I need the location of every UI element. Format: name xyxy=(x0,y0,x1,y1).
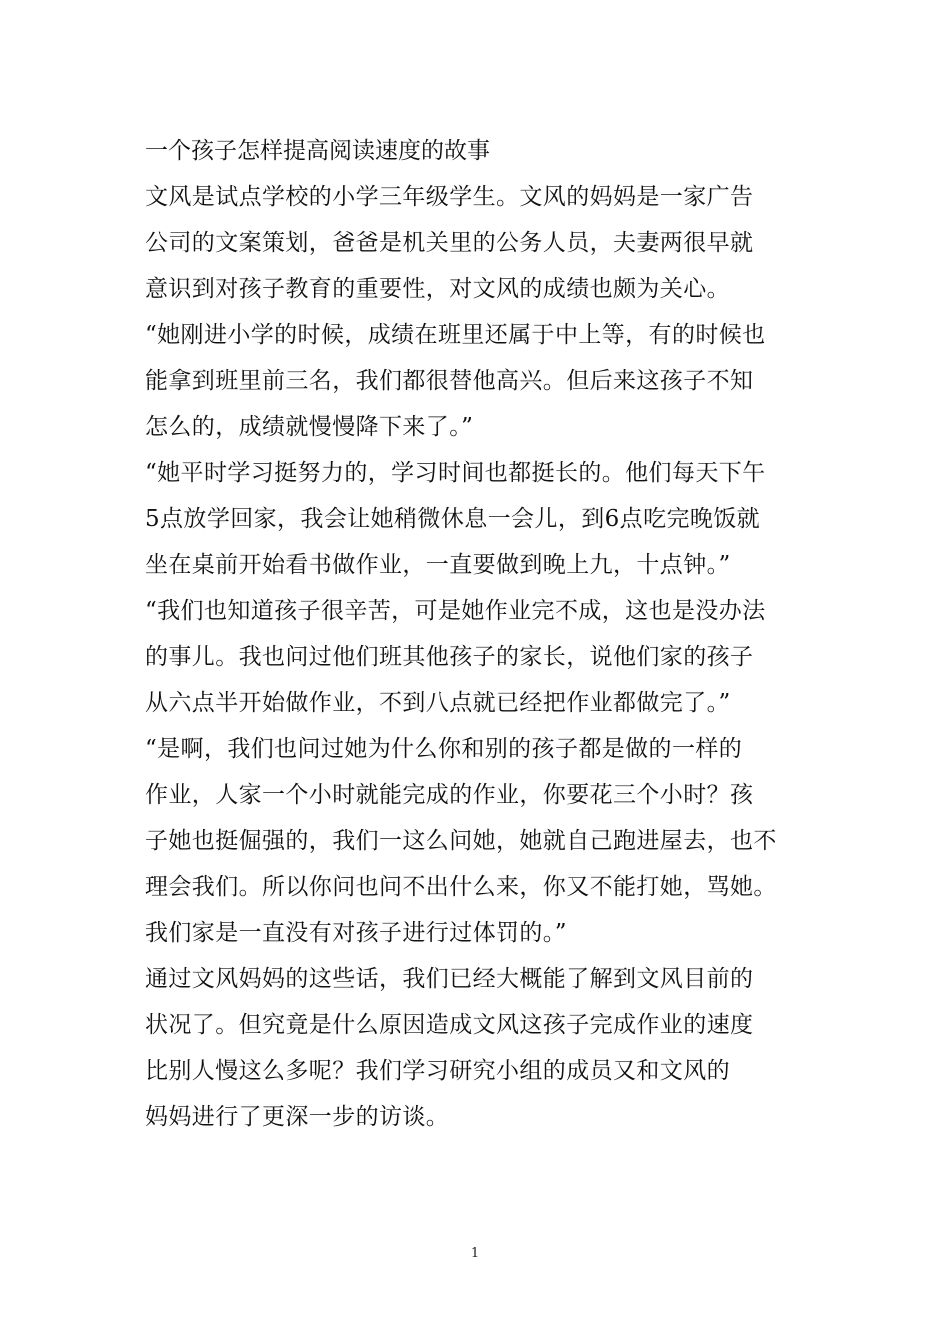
text-line: 子她也挺倔强的，我们一这么问她，她就自己跑进屋去，也不 xyxy=(145,828,777,854)
text-line: “是啊，我们也问过她为什么你和别的孩子都是做的一样的 xyxy=(145,736,743,762)
page-number: 1 xyxy=(470,1246,480,1261)
text-line: 怎么的，成绩就慢慢降下来了。” xyxy=(145,414,474,440)
text-line: 5点放学回家，我会让她稍微休息一会儿，到6点吃完晚饭就 xyxy=(145,506,761,532)
document-title: 一个孩子怎样提高阅读速度的故事 xyxy=(145,138,490,164)
text-line: “我们也知道孩子很辛苦，可是她作业完不成，这也是没办法 xyxy=(145,598,766,624)
text-line: 妈妈进行了更深一步的访谈。 xyxy=(145,1104,450,1130)
text-line: 通过文风妈妈的这些话，我们已经大概能了解到文风目前的 xyxy=(145,966,754,992)
text-line: “她刚进小学的时候，成绩在班里还属于中上等，有的时候也 xyxy=(145,322,766,348)
text-line: 理会我们。所以你问也问不出什么来，你又不能打她，骂她。 xyxy=(145,874,777,900)
text-line: 作业，人家一个小时就能完成的作业，你要花三个小时？孩 xyxy=(145,782,754,808)
text-line: 文风是试点学校的小学三年级学生。文风的妈妈是一家广告 xyxy=(145,184,754,210)
text-line: “她平时学习挺努力的，学习时间也都挺长的。他们每天下午 xyxy=(145,460,766,486)
text-line: 的事儿。我也问过他们班其他孩子的家长，说他们家的孩子 xyxy=(145,644,754,670)
text-line: 状况了。但究竟是什么原因造成文风这孩子完成作业的速度 xyxy=(145,1012,754,1038)
text-line: 我们家是一直没有对孩子进行过体罚的。” xyxy=(145,920,567,946)
text-line: 从六点半开始做作业，不到八点就已经把作业都做完了。” xyxy=(145,690,731,716)
text-line: 公司的文案策划，爸爸是机关里的公务人员，夫妻两很早就 xyxy=(145,230,754,256)
text-line: 意识到对孩子教育的重要性，对文风的成绩也颇为关心。 xyxy=(145,276,730,302)
text-line: 能拿到班里前三名，我们都很替他高兴。但后来这孩子不知 xyxy=(145,368,754,394)
document-body xyxy=(145,128,810,1140)
text-line: 坐在桌前开始看书做作业，一直要做到晚上九，十点钟。” xyxy=(145,552,731,578)
text-line: 比别人慢这么多呢？我们学习研究小组的成员又和文风的 xyxy=(145,1058,730,1084)
